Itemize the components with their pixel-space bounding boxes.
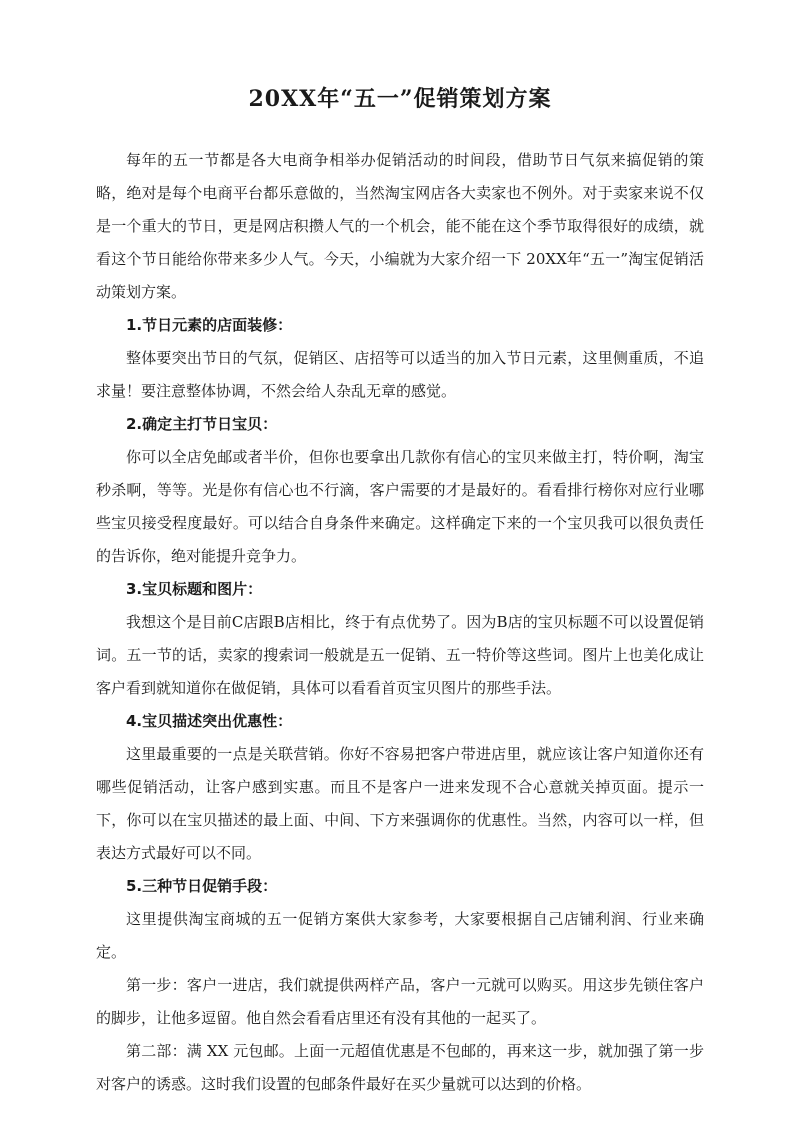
section-paragraph: 我想这个是目前C店跟B店相比，终于有点优势了。因为B店的宝贝标题不可以设置促销词。五一节的话，卖家的搜索词一般就是五一促销、五一特价等这些词。图片上也美化成让客户看到就知道你在做促销，具体可以看看首页宝贝图片的那些手法。 (96, 613, 704, 697)
section-paragraph: 第一步：客户一进店，我们就提供两样产品，客户一元就可以购买。用这步先锁住客户的脚步，让他多逗留。他自然会看看店里还有没有其他的一起买了。 (96, 976, 704, 1027)
section-heading: 2.确定主打节日宝贝： (126, 415, 278, 433)
section-heading: 5.三种节日促销手段： (126, 877, 278, 895)
section-heading: 4.宝贝描述突出优惠性： (126, 712, 293, 730)
intro-paragraph: 每年的五一节都是各大电商争相举办促销活动的时间段，借助节日气氛来搞促销的策略，绝对是每个电商平台都乐意做的，当然淘宝网店各大卖家也不例外。对于卖家来说不仅是一个重大的节日，更是网店积攒人气的一个机会，能不能在这个季节取得很好的成绩，就看这个节日能给你带来多少人气。今天，小编就为大家介绍一下 20XX年“五一”淘宝促销活动策划方案。 (96, 151, 704, 301)
section-paragraph: 这里提供淘宝商城的五一促销方案供大家参考，大家要根据自己店铺利润、行业来确定。 (96, 910, 704, 961)
section-3 (96, 573, 704, 705)
document-title: 20XX年“五一”促销策划方案 (248, 86, 552, 112)
section-5 (96, 870, 704, 1101)
section-heading: 1.节日元素的店面装修： (126, 316, 293, 334)
section-heading: 3.宝贝标题和图片： (126, 580, 263, 598)
section-1 (96, 309, 704, 408)
section-4 (96, 705, 704, 870)
section-paragraph: 你可以全店免邮或者半价，但你也要拿出几款你有信心的宝贝来做主打，特价啊，淘宝秒杀啊，等等。光是你有信心也不行滴，客户需要的才是最好的。看看排行榜你对应行业哪些宝贝接受程度最好。可以结合自身条件来确定。这样确定下来的一个宝贝我可以很负责任的告诉你，绝对能提升竞争力。 (96, 448, 704, 565)
document-page (96, 84, 704, 1101)
section-paragraph: 整体要突出节日的气氛，促销区、店招等可以适当的加入节日元素，这里侧重质，不追求量！要注意整体协调，不然会给人杂乱无章的感觉。 (96, 349, 704, 400)
section-paragraph: 这里最重要的一点是关联营销。你好不容易把客户带进店里，就应该让客户知道你还有哪些促销活动，让客户感到实惠。而且不是客户一进来发现不合心意就关掉页面。提示一下，你可以在宝贝描述的最上面、中间、下方来强调你的优惠性。当然，内容可以一样，但表达方式最好可以不同。 (96, 745, 704, 862)
section-2 (96, 408, 704, 573)
section-paragraph: 第二部：满 XX 元包邮。上面一元超值优惠是不包邮的，再来这一步，就加强了第一步对客户的诱惑。这时我们设置的包邮条件最好在买少量就可以达到的价格。 (96, 1042, 704, 1093)
